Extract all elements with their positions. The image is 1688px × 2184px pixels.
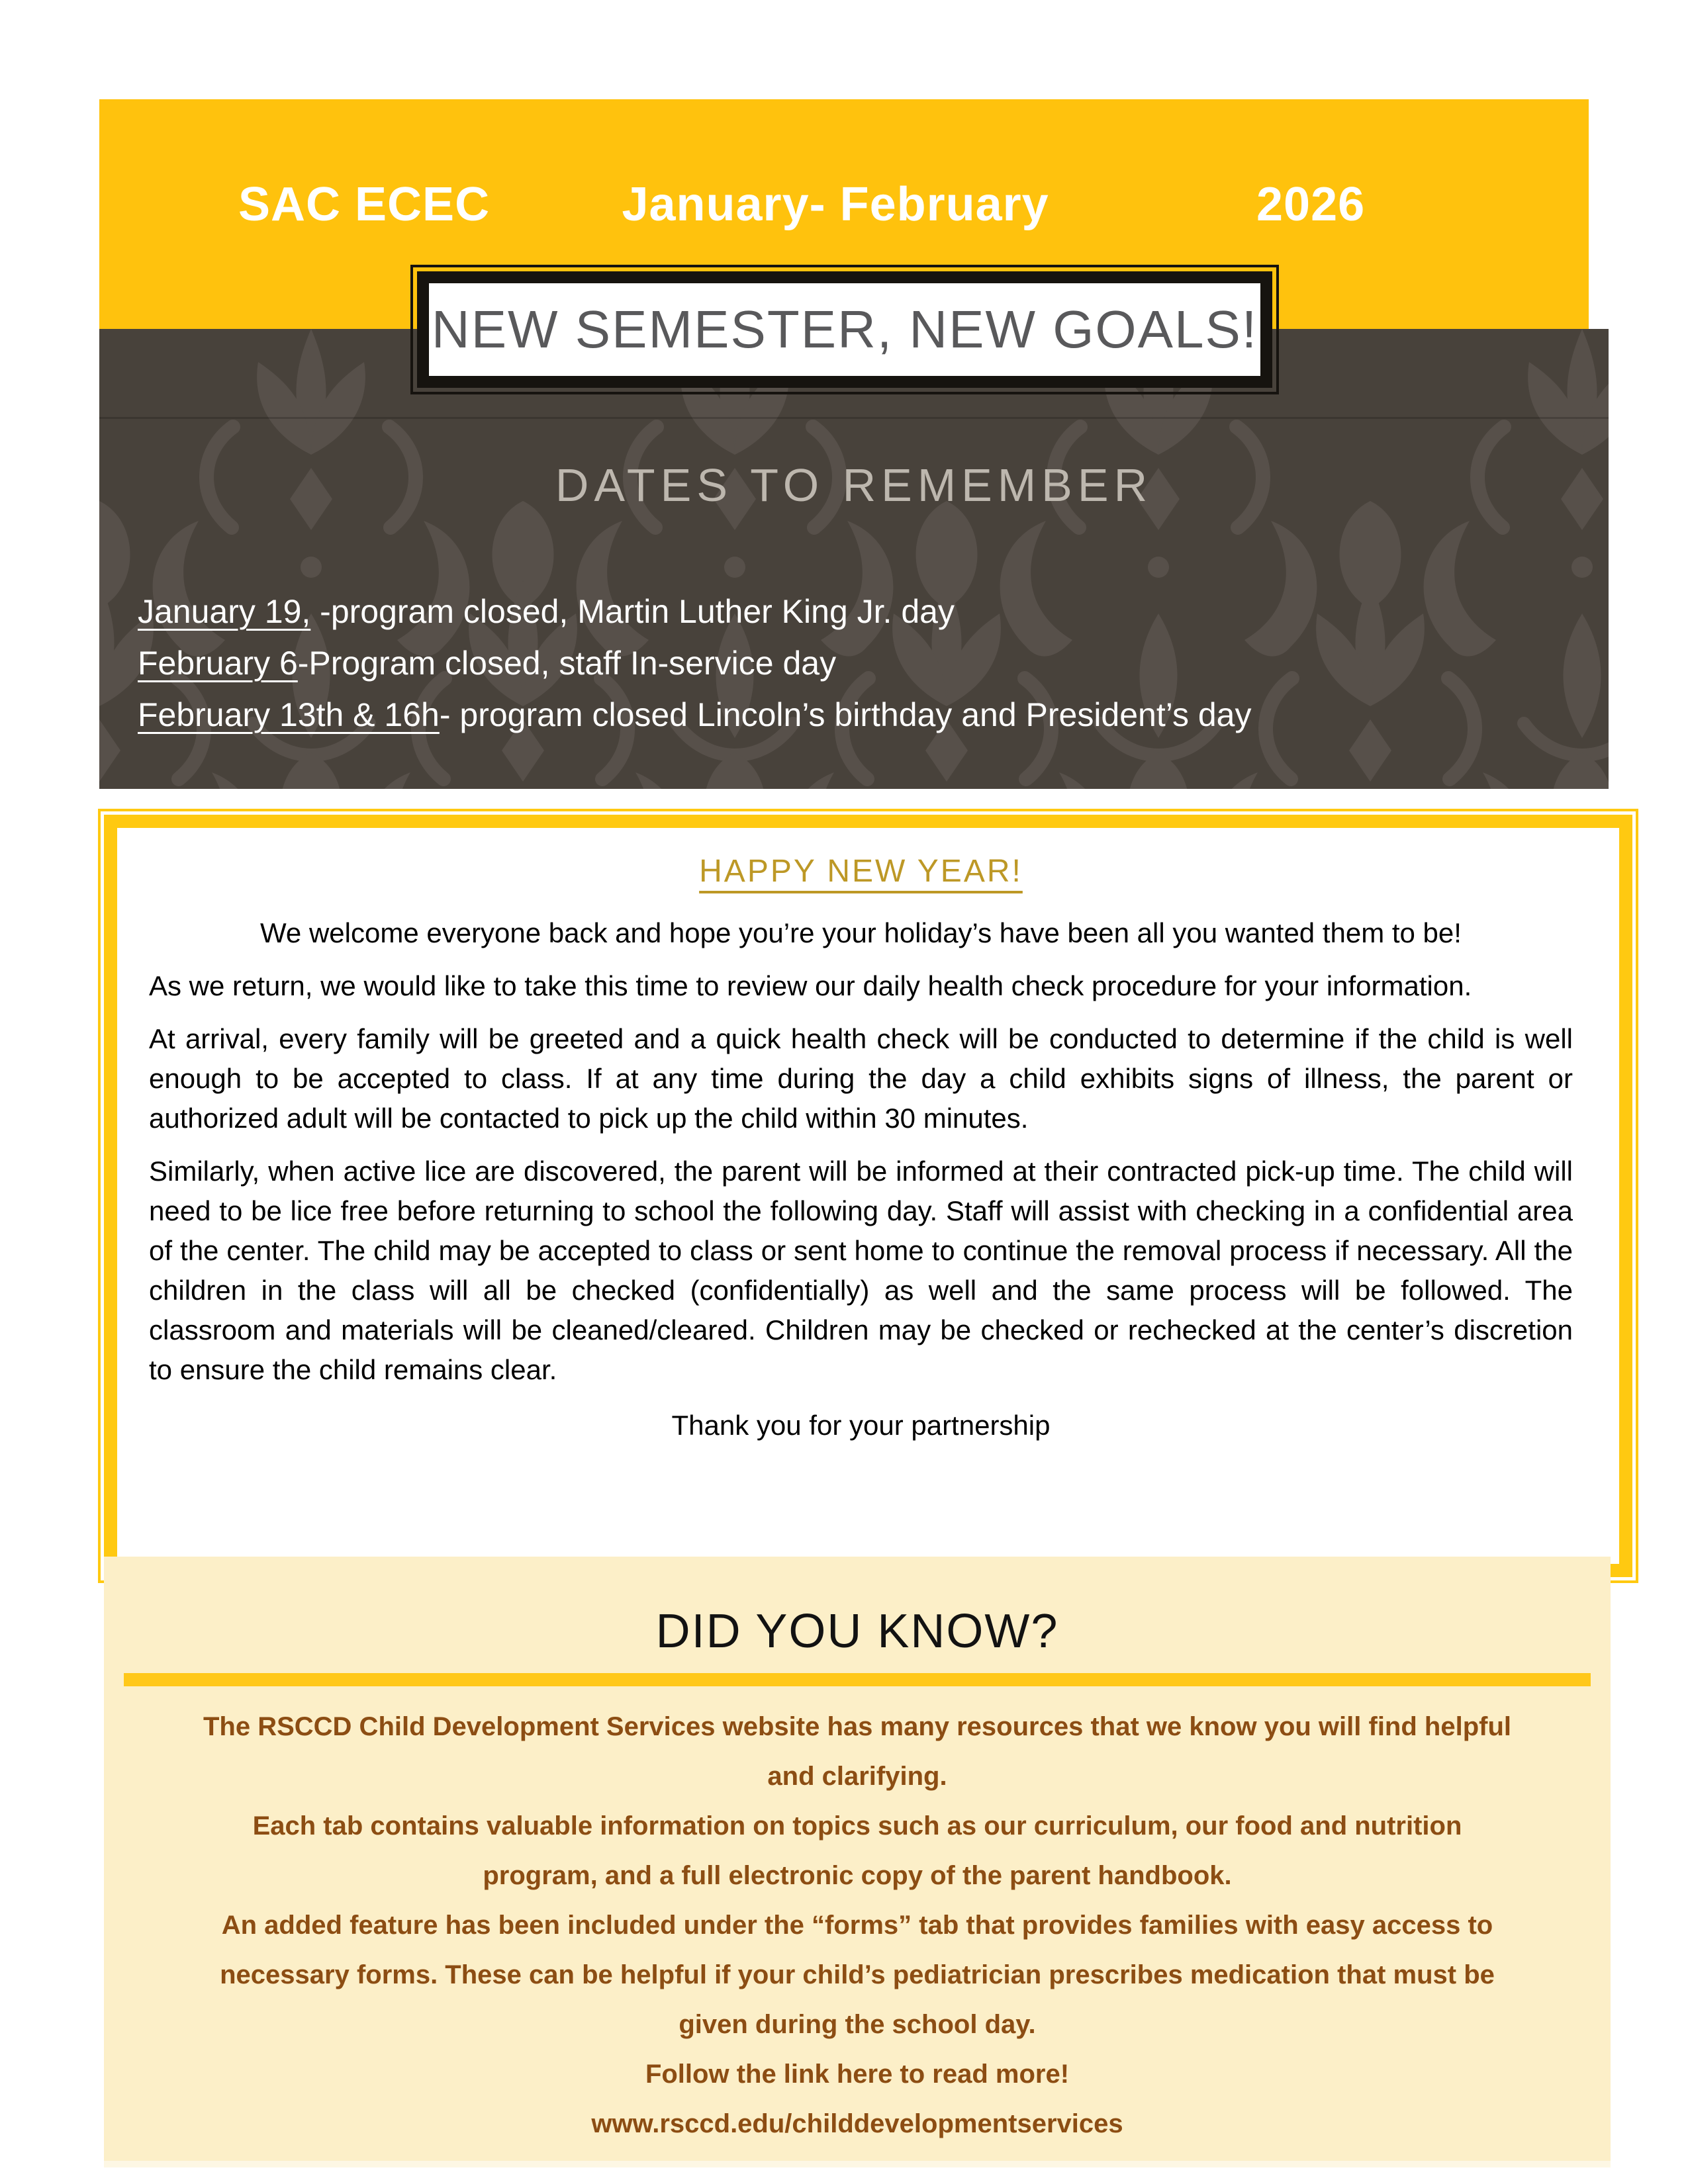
follow-link-line[interactable]: Follow the link here to read more! (645, 2060, 1070, 2089)
date-item-date: February 6 (138, 645, 298, 682)
masthead-org-title: SAC ECEC (238, 178, 491, 231)
welcome-paragraph: As we return, we would like to take this time to review our daily health check procedure for your information. (149, 970, 1472, 1001)
banner-title-box (417, 271, 1272, 388)
date-item-date: February 13th & 16h (138, 696, 440, 733)
didyouknow-line: The RSCCD Child Development Services website has many resources that we know you will find helpful (203, 1712, 1511, 1741)
didyouknow-text-block (104, 1702, 1611, 2149)
didyouknow-line: Each tab contains valuable information on topics such as our curriculum, our food and nutrition (252, 1811, 1462, 1841)
date-item-date: January 19, (138, 593, 311, 630)
welcome-paragraph: At arrival, every family will be greeted and a quick health check will be conducted to determine if the child is well enough to be accepted to class. If at any time during the day a child exhibits signs of illness, the parent or authorized adult will be contacted to pick up the child within 30 minutes. (149, 1023, 1573, 1134)
yellow-divider-rule (124, 1673, 1591, 1686)
dates-section-title: DATES TO REMEMBER (555, 459, 1153, 511)
banner-title-text: NEW SEMESTER, NEW GOALS! (431, 300, 1258, 359)
dates-section (99, 329, 1609, 789)
welcome-paragraph: Similarly, when active lice are discovered, the parent will be informed at their contracted pick-up time. The child will need to be lice free before returning to school the following day. Staff will assist with checking in a confidential area of the center. The child may be accepted to class or sent home to continue the removal process if necessary. All the children in the class will all be checked (confidentially) as well and the same process will be followed. The classroom and materials will be cleaned/cleared. Children may be checked or rechecked at the center’s discretion to ensure the child remains clear. (149, 1156, 1573, 1385)
date-item-desc: - program closed Lincoln’s birthday and President’s day (439, 696, 1252, 733)
dates-list (138, 586, 1251, 741)
pattern-seam-line (99, 417, 1609, 419)
didyouknow-line: and clarifying. (767, 1762, 947, 1791)
welcome-closing-line: Thank you for your partnership (671, 1410, 1051, 1441)
masthead-year: 2026 (1256, 178, 1366, 231)
date-item (138, 586, 1251, 637)
welcome-panel (104, 815, 1632, 1577)
date-item-desc: -Program closed, staff In-service day (297, 645, 837, 682)
didyouknow-line: program, and a full electronic copy of the parent handbook. (483, 1861, 1232, 1890)
didyouknow-heading: DID YOU KNOW? (655, 1605, 1059, 1658)
welcome-heading: HAPPY NEW YEAR! (699, 854, 1023, 889)
didyouknow-line: necessary forms. These can be helpful if your child’s pediatrician prescribes medication that must be (220, 1960, 1495, 1989)
welcome-intro-line: We welcome everyone back and hope you’re your holiday’s have been all you wanted them to be! (260, 917, 1462, 948)
welcome-panel-frame (98, 809, 1638, 1583)
website-url-link[interactable]: www.rsccd.edu/childdevelopmentservices (591, 2109, 1123, 2138)
didyouknow-line: An added feature has been included under the “forms” tab that provides families with easy access to (221, 1911, 1493, 1940)
masthead-date-range: January- February (622, 178, 1049, 231)
didyouknow-panel (104, 1557, 1611, 2161)
date-item-desc: -program closed, Martin Luther King Jr. day (310, 593, 955, 630)
didyouknow-line: given during the school day. (679, 2010, 1036, 2039)
date-item (138, 637, 1251, 689)
date-item (138, 689, 1251, 741)
